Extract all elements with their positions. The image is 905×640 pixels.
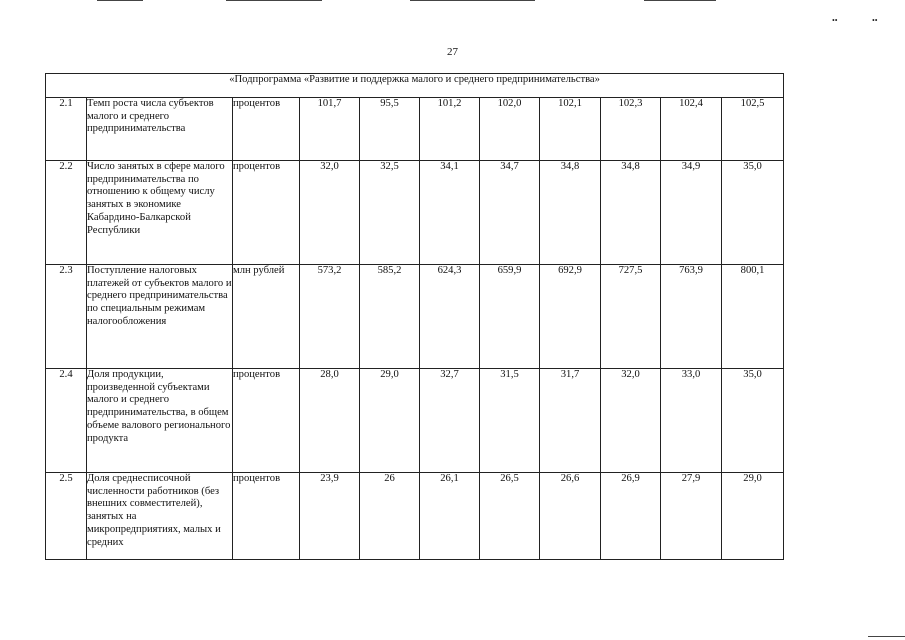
indicator-value: 32,0 <box>300 161 360 265</box>
unit-of-measure: процентов <box>233 473 300 560</box>
row-number: 2.3 <box>46 265 87 369</box>
indicator-value: 26,9 <box>601 473 661 560</box>
indicator-value: 102,5 <box>722 98 784 161</box>
indicator-value: 27,9 <box>661 473 722 560</box>
indicator-value: 102,4 <box>661 98 722 161</box>
indicator-value: 35,0 <box>722 161 784 265</box>
table-row <box>46 98 784 161</box>
scan-line <box>868 636 905 637</box>
indicator-value: 33,0 <box>661 369 722 473</box>
row-number: 2.4 <box>46 369 87 473</box>
indicator-value: 32,0 <box>601 369 661 473</box>
indicator-value: 28,0 <box>300 369 360 473</box>
indicator-value: 101,7 <box>300 98 360 161</box>
row-number: 2.1 <box>46 98 87 161</box>
indicator-name: Доля среднесписочной численности работников (без внешних совместителей), занятых на микропредприятиях, малых и средних <box>87 473 233 560</box>
row-number: 2.5 <box>46 473 87 560</box>
indicators-table <box>45 73 784 560</box>
table-row <box>46 473 784 560</box>
indicator-value: 102,1 <box>540 98 601 161</box>
indicator-value: 31,5 <box>480 369 540 473</box>
table-row <box>46 369 784 473</box>
unit-of-measure: процентов <box>233 161 300 265</box>
scan-line <box>410 0 535 1</box>
indicator-value: 23,9 <box>300 473 360 560</box>
page-number: 27 <box>447 46 458 58</box>
table-row <box>46 265 784 369</box>
unit-of-measure: процентов <box>233 369 300 473</box>
indicator-value: 34,8 <box>601 161 661 265</box>
indicator-name: Доля продукции, произведенной субъектами малого и среднего предпринимательства, в общем объеме валового регионального продукта <box>87 369 233 473</box>
indicator-value: 659,9 <box>480 265 540 369</box>
indicator-value: 585,2 <box>360 265 420 369</box>
indicator-value: 26,5 <box>480 473 540 560</box>
indicator-value: 32,5 <box>360 161 420 265</box>
indicator-value: 727,5 <box>601 265 661 369</box>
unit-of-measure: процентов <box>233 98 300 161</box>
indicator-value: 32,7 <box>420 369 480 473</box>
indicator-value: 34,9 <box>661 161 722 265</box>
scan-speck: •• <box>872 16 878 25</box>
indicator-value: 29,0 <box>722 473 784 560</box>
indicator-value: 102,3 <box>601 98 661 161</box>
indicator-value: 26,1 <box>420 473 480 560</box>
indicator-name: Поступление налоговых платежей от субъектов малого и среднего предпринимательства по специальным режимам налогообложения <box>87 265 233 369</box>
indicator-value: 29,0 <box>360 369 420 473</box>
indicator-value: 26,6 <box>540 473 601 560</box>
indicator-value: 573,2 <box>300 265 360 369</box>
scan-line <box>97 0 143 1</box>
scan-speck: •• <box>832 16 838 25</box>
indicator-value: 763,9 <box>661 265 722 369</box>
indicator-value: 800,1 <box>722 265 784 369</box>
section-title: «Подпрограмма «Развитие и поддержка малого и среднего предпринимательства» <box>46 74 784 98</box>
indicator-value: 31,7 <box>540 369 601 473</box>
indicator-value: 102,0 <box>480 98 540 161</box>
indicator-value: 35,0 <box>722 369 784 473</box>
scan-line <box>226 0 322 1</box>
indicator-value: 101,2 <box>420 98 480 161</box>
indicator-value: 34,8 <box>540 161 601 265</box>
indicator-value: 692,9 <box>540 265 601 369</box>
table-row <box>46 161 784 265</box>
indicator-name: Число занятых в сфере малого предпринимательства по отношению к общему числу занятых в экономике Кабардино-Балкарской Республики <box>87 161 233 265</box>
indicator-value: 34,1 <box>420 161 480 265</box>
section-title-row <box>46 74 784 98</box>
indicator-value: 34,7 <box>480 161 540 265</box>
unit-of-measure: млн рублей <box>233 265 300 369</box>
indicator-name: Темп роста числа субъектов малого и среднего предпринимательства <box>87 98 233 161</box>
indicator-value: 95,5 <box>360 98 420 161</box>
scan-line <box>644 0 716 1</box>
indicator-value: 624,3 <box>420 265 480 369</box>
row-number: 2.2 <box>46 161 87 265</box>
indicator-value: 26 <box>360 473 420 560</box>
